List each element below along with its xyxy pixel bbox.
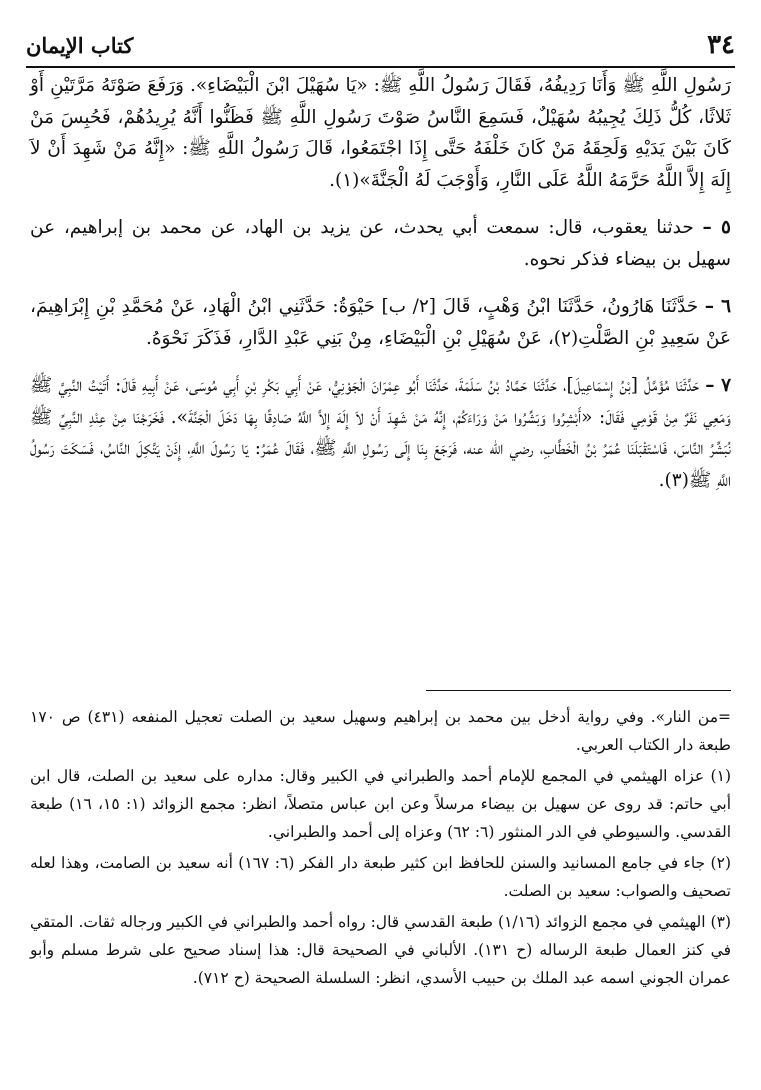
paragraph-continuation: [30, 70, 731, 196]
page-header: [26, 26, 735, 68]
hadith-7: [30, 370, 731, 496]
page-number: ٣٤: [707, 30, 735, 60]
paragraph-text: رَسُولِ اللَّهِ ﷺ وَأَنَا رَدِيفُهُ، فَقَالَ رَسُولُ اللَّهِ ﷺ: «يَا سُهَيْلَ ابْنَ الْبَيْضَاءِ». وَرَفَعَ صَوْتَهُ مَرَّتَيْنِ أَوْ ثَلاثًا، كُلُّ ذَلِكَ يُجِيبُهُ سُهَيْلٌ، فَسَمِعَ النَّاسُ صَوْتَ رَسُولِ اللَّهِ ﷺ فَظَنُّوا أَنَّهُ يُرِيدُهُمْ، فَحُبِسَ مَنْ كَانَ بَيْنَ يَدَيْهِ وَلَحِقَهُ مَنْ كَانَ خَلْفَهُ حَتَّى إِذَا اجْتَمَعُوا، قَالَ رَسُولُ اللَّهِ ﷺ: «إِنَّهُ مَنْ شَهِدَ أَنْ لاَ إِلَهَ إِلاَّ اللَّهُ حَرَّمَهُ اللَّهُ عَلَى النَّارِ، وَأَوْجَبَ لَهُ الْجَنَّةَ»(١).: [30, 75, 731, 191]
hadith-text: حدثنا يعقوب، قال: سمعت أبي يحدث، عن يزيد بن الهاد، عن محمد بن إبراهيم، عن سهيل بن بيضاء فذكر نحوه.: [30, 217, 731, 270]
footnote-3: (٣) الهيثمي في مجمع الزوائد (١/١٦) طبعة القدسي قال: رواه أحمد والطبراني في الكبير ورجاله ثقات. المتقي في كنز العمال طبعة الرساله (ح ١٣١). الألباني في الصحيحة قال: هذا إسناد صحيح على شرط مسلم وأبو عمران الجوني اسمه عبد الملك بن حبيب الأسدي، انظر: السلسلة الصحيحة (ح ٧١٢).: [30, 913, 731, 987]
footnote-divider: [426, 690, 731, 691]
footnote-continued: =من النار». وفي رواية أدخل بين محمد بن إبراهيم وسهيل سعيد بن الصلت تعجيل المنفعه (٤٣١) ص ١٧٠ طبعة دار الكتاب العربي.: [30, 708, 731, 754]
hadith-text: حَدَّثَنَا مُؤَمَّلُ [بْنُ إِسْمَاعِيلَ]، حَدَّثَنَا حَمَّادُ بْنُ سَلَمَةَ، حَدَّثَنَا أَبُو عِمْرَانَ الْجَوْنِيُّ، عَنْ أَبِي بَكْرِ بْنِ أَبِي مُوسَى، عَنْ أَبِيهِ قَالَ: أَتَيْتُ النَّبِيَّ ﷺ وَمَعِي نَفَرٌ مِنْ قَوْمِي فَقَالَ: «أَبْشِرُوا وَبَشِّرُوا مَنْ وَرَاءَكُمْ، إِنَّهُ مَنْ شَهِدَ أَنْ لاَ إِلَهَ إِلاَّ اللَّهُ صَادِقًا بِهَا دَخَلَ الْجَنَّةَ». فَخَرَجْنَا مِنْ عِنْدِ النَّبِيِّ ﷺ نُبَشِّرُ النَّاسَ، فَاسْتَقْبَلَنَا عُمَرُ بْنُ الْخَطَّابِ، رضي الله عنه، فَرَجَعَ بِنَا إِلَى رَسُولِ اللَّهِ ﷺ، فَقَالَ عُمَرُ: يَا رَسُولَ اللَّهِ، إِذَنْ يَتَّكِلَ النَّاسُ، فَسَكَتَ رَسُولُ اللَّهِ ﷺ(٣).: [30, 375, 731, 491]
hadith-number: ٦ –: [704, 296, 732, 317]
book-title: كتاب الإيمان: [26, 33, 134, 58]
main-text: [30, 70, 731, 512]
footnote-1: (١) عزاه الهيثمي في المجمع للإمام أحمد والطبراني في الكبير وقال: مداره على سعيد بن الصلت، قال ابن أبي حاتم: قد روى عن سهيل بن بيضاء مرسلاً وعن ابن عباس متصلاً، انظر: مجمع الزوائد (١: ١٥، ١٦) طبعة القدسي. والسيوطي في الدر المنثور (٦: ٦٢) وعزاه إلى أحمد والطبراني.: [30, 767, 732, 841]
hadith-5: [30, 212, 731, 275]
footnote-2: (٢) جاء في جامع المسانيد والسنن للحافظ ابن كثير طبعة دار الفكر (٦: ١٦٧) أنه سعيد بن الصامت، وهذا لعله تصحيف والصواب: سعيد بن الصلت.: [30, 854, 731, 900]
footnotes: [30, 703, 731, 995]
hadith-number: ٧ –: [705, 375, 731, 396]
hadith-6: [30, 291, 731, 354]
hadith-text: حَدَّثَنَا هَارُونُ، حَدَّثَنَا ابْنُ وَهْبٍ، قَالَ [٢/ ب] حَيْوَةُ: حَدَّثَنِي ابْنُ الْهَادِ، عَنْ مُحَمَّدِ بْنِ إِبْرَاهِيمَ، عَنْ سَعِيدِ بْنِ الصَّلْتِ(٢)، عَنْ سُهَيْلِ بْنِ الْبَيْضَاءِ، مِنْ بَنِي عَبْدِ الدَّارِ، فَذَكَرَ نَحْوَهُ.: [30, 296, 731, 349]
hadith-number: ٥ –: [702, 217, 731, 238]
